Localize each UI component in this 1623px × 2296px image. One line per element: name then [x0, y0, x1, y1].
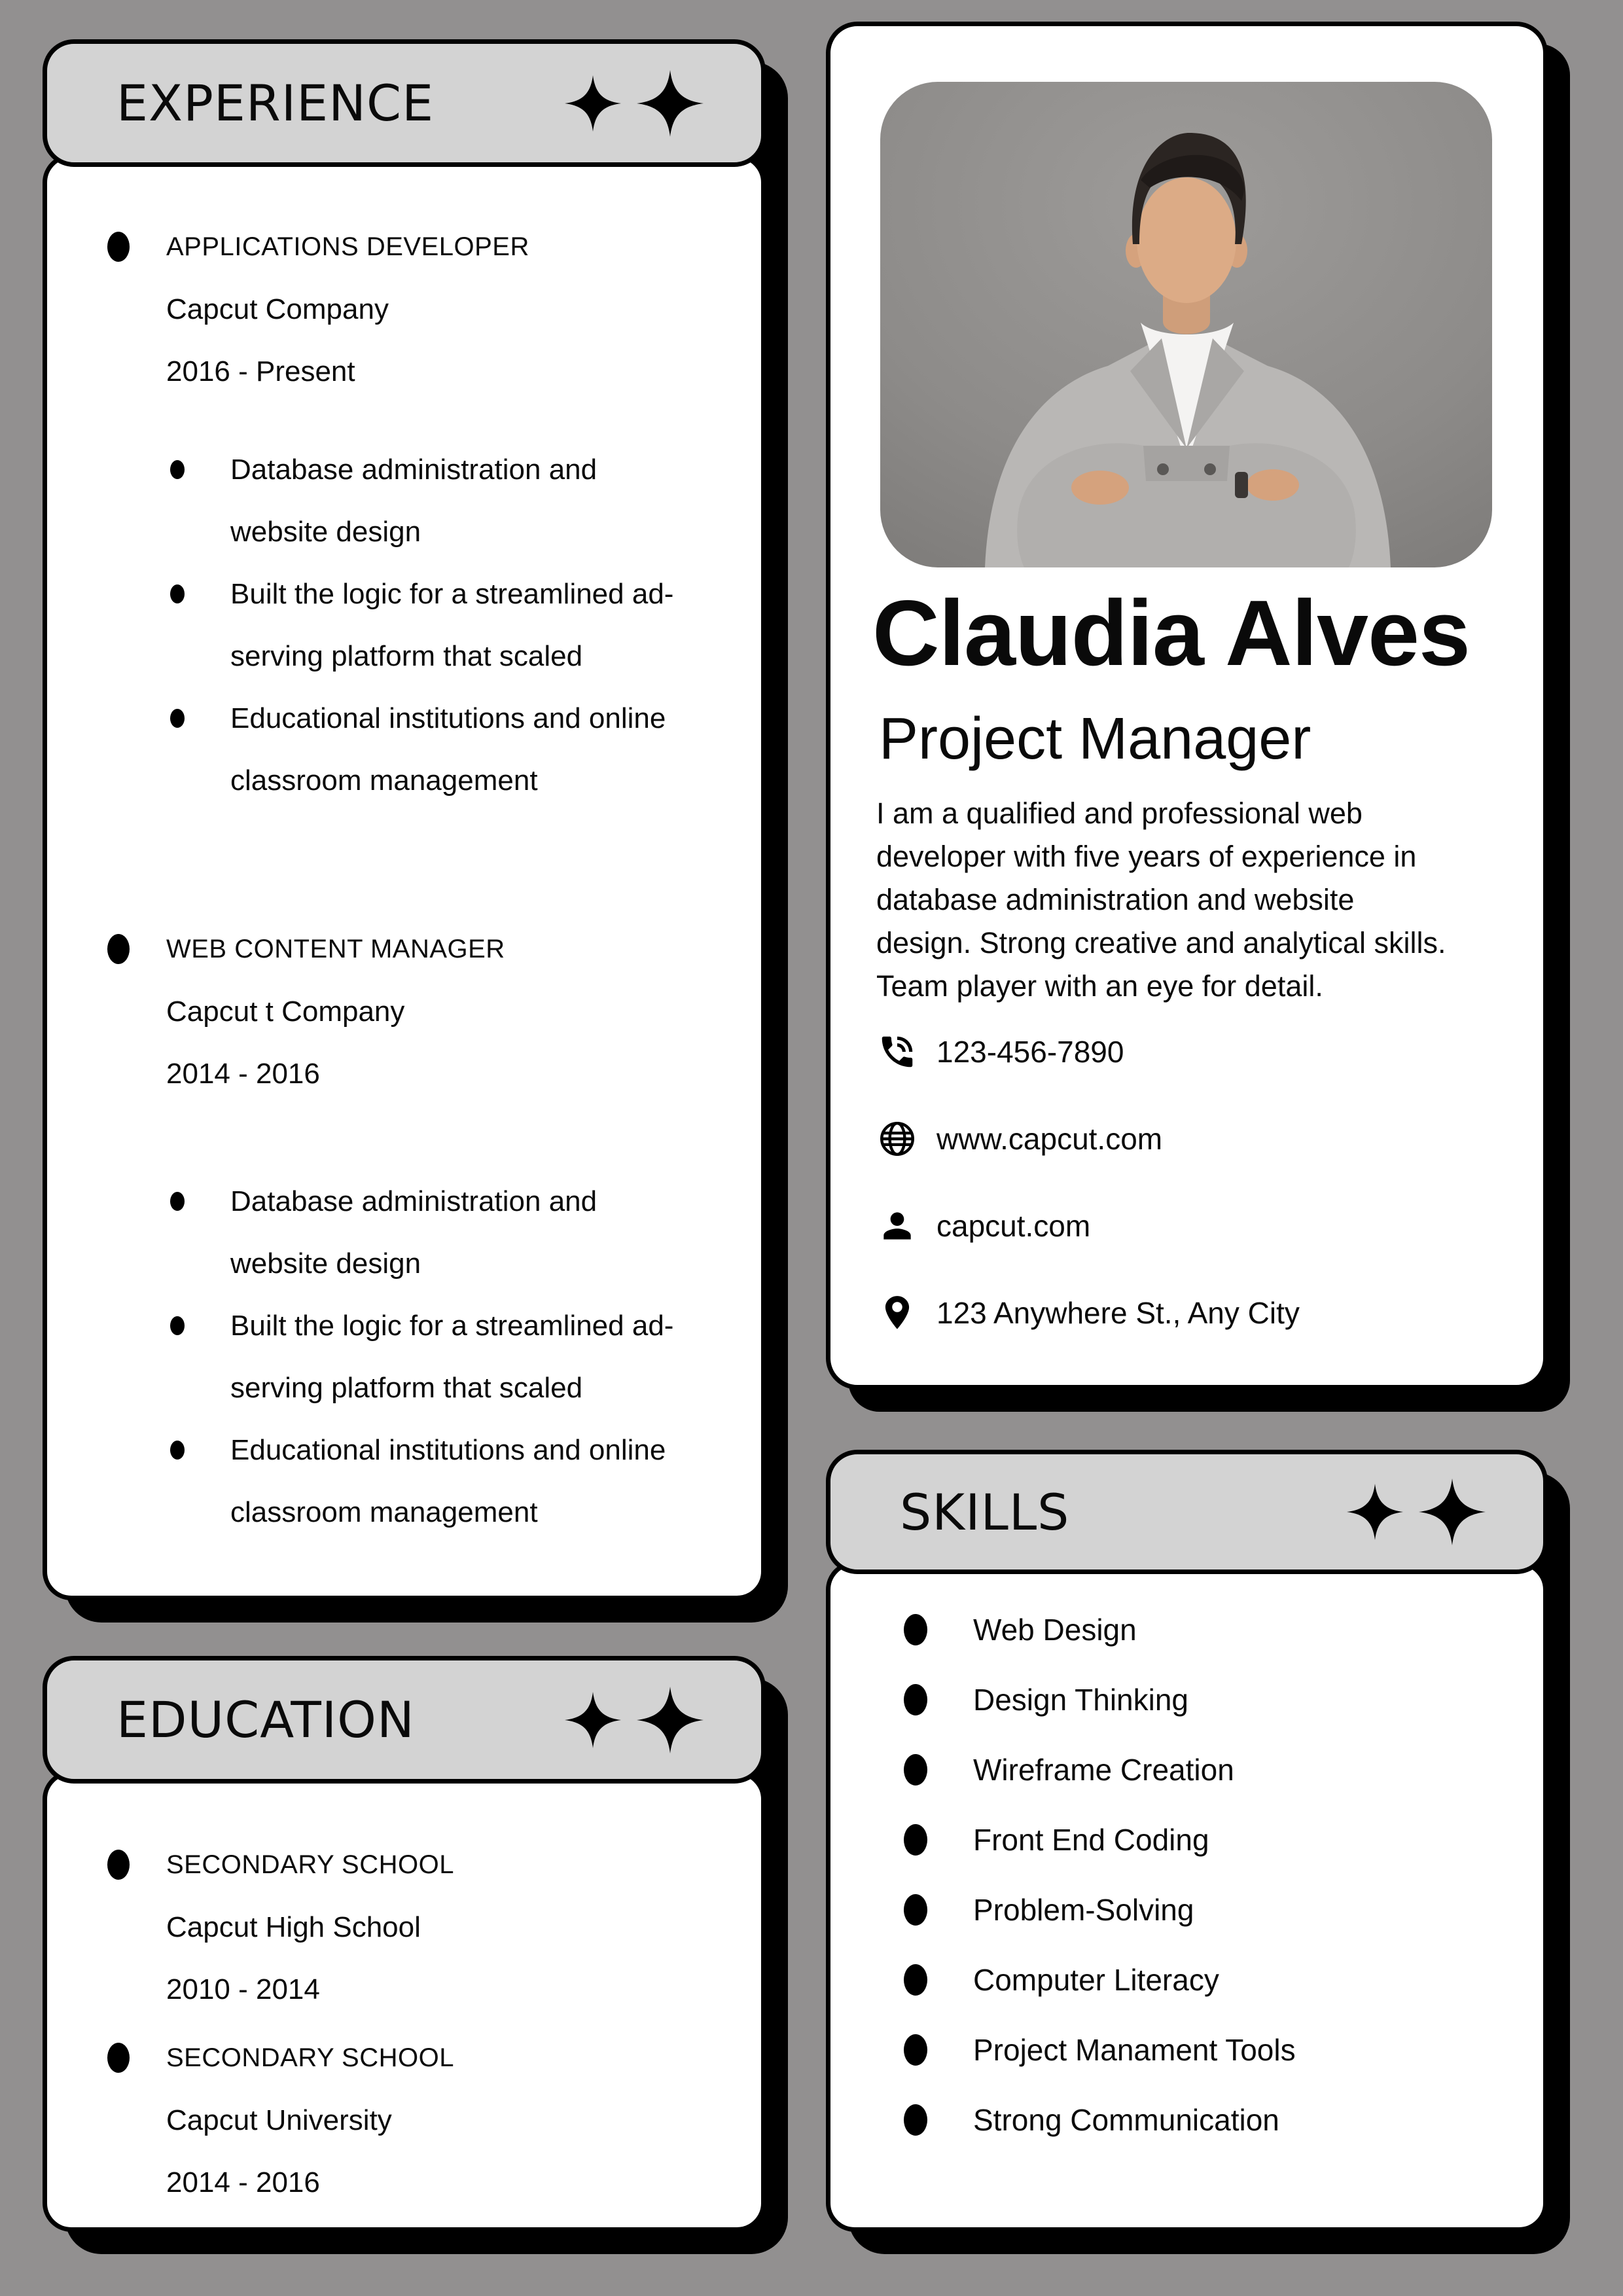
address: 123 Anywhere St., Any City — [936, 1295, 1300, 1330]
contact-address-row — [876, 1269, 1300, 1356]
school-title: SECONDARY SCHOOL — [166, 2043, 454, 2072]
school-name: Capcut High School — [166, 1911, 421, 1943]
skills-section — [826, 1450, 1548, 2232]
experience-job — [47, 216, 761, 812]
experience-header — [43, 39, 766, 167]
bullet-dot — [904, 2034, 927, 2066]
skill-item — [830, 1875, 1543, 1945]
education-section — [43, 1656, 766, 2232]
skill-label: Project Manament Tools — [973, 2033, 1296, 2067]
contact-website-row — [876, 1095, 1300, 1182]
school-period: 2010 - 2014 — [166, 1973, 320, 2005]
person-icon — [876, 1205, 918, 1247]
bullet-line: website design — [230, 1247, 421, 1280]
skill-item — [830, 1735, 1543, 1805]
job-bullet — [47, 687, 761, 812]
skill-label: Wireframe Creation — [973, 1753, 1234, 1787]
job-bullet — [47, 1419, 761, 1543]
sparkle-icon — [565, 75, 621, 132]
job-bullet — [47, 1170, 761, 1295]
bullet-dot — [904, 1754, 927, 1785]
section-title: SKILLS — [900, 1482, 1070, 1541]
job-bullet — [47, 439, 761, 563]
skill-label: Web Design — [973, 1613, 1137, 1647]
job-company: Capcut t Company — [166, 996, 405, 1028]
sparkles-decoration — [565, 44, 704, 162]
profile-photo — [880, 82, 1492, 567]
bullet-line: serving platform that scaled — [230, 640, 583, 672]
bullet-dot — [170, 1192, 185, 1211]
bullet-dot — [904, 1894, 927, 1926]
summary-line: developer with five years of experience in — [876, 840, 1417, 873]
skill-label: Strong Communication — [973, 2103, 1279, 2137]
bullet-dot — [904, 1824, 927, 1856]
bullet-dot — [107, 1850, 130, 1880]
contact-list — [876, 1008, 1300, 1356]
school-name: Capcut University — [166, 2104, 392, 2136]
job-company: Capcut Company — [166, 293, 389, 325]
website-url: www.capcut.com — [936, 1121, 1163, 1156]
section-title: EDUCATION — [116, 1691, 415, 1749]
experience-job — [47, 918, 761, 1543]
school-title: SECONDARY SCHOOL — [166, 1850, 454, 1879]
bullet-line: classroom management — [230, 764, 538, 797]
bullet-line: classroom management — [230, 1496, 538, 1528]
sparkle-icon — [1347, 1484, 1403, 1540]
job-bullet — [47, 1295, 761, 1419]
bullet-dot — [107, 934, 130, 964]
bullet-dot — [170, 460, 185, 479]
person-name: Claudia Alves — [872, 581, 1470, 685]
school-title-row — [47, 1834, 761, 1896]
job-bullet-list — [47, 1170, 761, 1543]
job-period: 2016 - Present — [166, 355, 355, 387]
profile-summary — [876, 792, 1446, 1008]
job-title-row — [47, 216, 761, 278]
bullet-dot — [107, 232, 130, 262]
bullet-line: Educational institutions and online — [230, 1434, 666, 1466]
education-card — [43, 1770, 766, 2232]
bullet-dot — [107, 2043, 130, 2073]
portrait-illustration — [880, 82, 1492, 567]
skill-item — [830, 1805, 1543, 1875]
school-period: 2014 - 2016 — [166, 2166, 320, 2198]
bullet-dot — [170, 709, 185, 728]
education-entry — [47, 2027, 761, 2214]
bullet-dot — [170, 584, 185, 603]
bullet-line: Database administration and — [230, 454, 597, 486]
skills-card — [826, 1561, 1548, 2232]
bullet-dot — [170, 1316, 185, 1335]
bullet-line: website design — [230, 516, 421, 548]
job-title: WEB CONTENT MANAGER — [166, 935, 505, 963]
profile-url: capcut.com — [936, 1208, 1091, 1243]
bullet-dot — [904, 1964, 927, 1996]
bullet-dot — [170, 1441, 185, 1460]
bullet-dot — [904, 1614, 927, 1645]
sparkle-icon — [637, 1687, 704, 1753]
sparkle-icon — [565, 1692, 621, 1748]
skills-header — [826, 1450, 1548, 1574]
skill-item — [830, 1665, 1543, 1735]
job-title-row — [47, 918, 761, 980]
bullet-line: Educational institutions and online — [230, 702, 666, 734]
sparkles-decoration — [565, 1660, 704, 1779]
skill-item — [830, 2015, 1543, 2085]
experience-section — [43, 39, 766, 1600]
summary-line: design. Strong creative and analytical skills. — [876, 926, 1446, 960]
skill-label: Computer Literacy — [973, 1963, 1219, 1997]
phone-icon — [876, 1031, 918, 1073]
sparkle-icon — [1419, 1479, 1486, 1545]
sparkles-decoration — [1347, 1454, 1486, 1570]
section-title: EXPERIENCE — [116, 74, 435, 132]
education-header — [43, 1656, 766, 1784]
bullet-dot — [904, 1684, 927, 1715]
sparkle-icon — [637, 70, 704, 137]
job-bullet-list — [47, 439, 761, 812]
skill-label: Front End Coding — [973, 1823, 1209, 1857]
skill-label: Problem-Solving — [973, 1893, 1194, 1927]
skill-label: Design Thinking — [973, 1683, 1189, 1717]
bullet-line: Built the logic for a streamlined ad- — [230, 578, 674, 610]
bullet-dot — [904, 2104, 927, 2136]
skill-item — [830, 2085, 1543, 2155]
school-title-row — [47, 2027, 761, 2089]
summary-line: database administration and website — [876, 883, 1355, 916]
contact-phone-row — [876, 1008, 1300, 1095]
bullet-line: Database administration and — [230, 1185, 597, 1217]
phone-number: 123-456-7890 — [936, 1034, 1124, 1069]
location-pin-icon — [876, 1292, 918, 1334]
experience-card — [43, 154, 766, 1600]
globe-icon — [876, 1118, 918, 1160]
summary-line: I am a qualified and professional web — [876, 797, 1363, 830]
summary-line: Team player with an eye for detail. — [876, 969, 1323, 1003]
skill-item — [830, 1945, 1543, 2015]
job-period: 2014 - 2016 — [166, 1058, 320, 1090]
bullet-line: Built the logic for a streamlined ad- — [230, 1310, 674, 1342]
job-title: APPLICATIONS DEVELOPER — [166, 232, 529, 261]
contact-profile-row — [876, 1182, 1300, 1269]
skills-list — [830, 1566, 1543, 2155]
profile-card — [826, 22, 1548, 1390]
education-entry — [47, 1834, 761, 2020]
skill-item — [830, 1595, 1543, 1665]
job-bullet — [47, 563, 761, 687]
person-job-title: Project Manager — [879, 706, 1311, 772]
bullet-line: serving platform that scaled — [230, 1372, 583, 1404]
